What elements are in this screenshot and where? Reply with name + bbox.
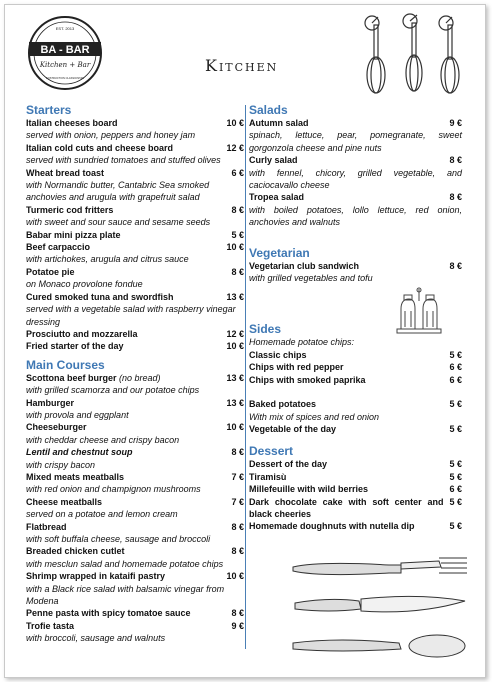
menu-item (26, 229, 244, 241)
cutlery-icon (289, 553, 471, 665)
menu-item-name: Curly salad (249, 155, 298, 166)
menu-item-name: Cured smoked tuna and swordfish (26, 291, 174, 302)
menu-item-name: Wheat bread toast (26, 167, 105, 178)
sides-list (249, 398, 462, 435)
menu-item-description: served on a potatoe and lemon cream (26, 509, 178, 520)
cruet-set-icon (393, 287, 445, 337)
vegetarian-list (249, 260, 462, 285)
menu-item (249, 423, 462, 435)
menu-item-name: Cheese meatballs (26, 496, 103, 507)
menu-item-price: 12 € (226, 328, 244, 339)
menu-item (26, 397, 244, 409)
menu-item-price: 8 € (231, 521, 244, 532)
menu-item (249, 260, 462, 272)
svg-text:BA - BAR: BA - BAR (40, 44, 90, 56)
menu-item (26, 241, 244, 253)
menu-item-price: 5 € (449, 471, 462, 482)
main-courses-list (26, 372, 244, 645)
menu-item (26, 607, 244, 619)
menu-item (26, 340, 244, 352)
menu-item-name: Dark chocolate cake with soft center and black cheeries (249, 496, 444, 519)
menu-item-name: Beef carpaccio (26, 242, 91, 253)
menu-item-price: 5 € (449, 521, 462, 532)
sides-intro: Homemade potatoe chips: (249, 337, 355, 348)
menu-item (249, 520, 462, 532)
menu-item-price: 5 € (449, 459, 462, 470)
menu-item (26, 471, 244, 483)
menu-item-description: with mesclun salad and homemade potatoe chips (26, 558, 224, 569)
menu-item-description: with a Black rice salad with balsamic vinegar from Modena (26, 583, 225, 607)
left-column (26, 103, 244, 645)
menu-item-name: Lentil and chestnut soup (26, 447, 133, 458)
menu-item (26, 117, 244, 129)
menu-item (26, 446, 244, 458)
menu-item-price: 8 € (449, 192, 462, 203)
menu-item-description: with broccoli, sausage and walnuts (26, 633, 166, 644)
menu-item-price: 9 € (231, 620, 244, 631)
dessert-list (249, 458, 462, 532)
menu-item-note: (no bread) (119, 372, 161, 383)
section-heading-dessert: Dessert (249, 444, 294, 459)
menu-page (4, 4, 486, 678)
menu-item-name: Vegetable of the day (249, 423, 337, 434)
menu-item-name: Potatoe pie (26, 266, 75, 277)
menu-item (249, 374, 462, 386)
menu-item-description: with Normandic butter, Cantabric Sea smoked anchovies and arugula with grapefruit salad (26, 180, 210, 203)
section-heading-starters: Starters (26, 103, 72, 117)
menu-item-name: Scottona beef burger (no bread) (26, 372, 161, 383)
menu-item-price: 6 € (449, 362, 462, 373)
menu-item-price: 6 € (449, 374, 462, 385)
section-heading-main-courses: Main Courses (26, 357, 105, 372)
menu-item-description: served with a vegetable salad with raspberry vinegar dressing (26, 304, 236, 327)
menu-item-name: Italian cheeses board (26, 118, 118, 128)
menu-item-price: 7 € (231, 471, 244, 482)
menu-item-description: spinach, lettuce, pear, pomegranate, sweet gorgonzola cheese and pine nuts (249, 130, 462, 153)
menu-item-name: Shrimp wrapped in kataifi pastry (26, 571, 166, 582)
menu-item-price: 10 € (226, 571, 244, 582)
menu-item-price: 5 € (231, 229, 244, 240)
column-divider (245, 105, 246, 649)
menu-item (249, 496, 462, 521)
menu-item (249, 361, 462, 373)
menu-item-price: 10 € (226, 242, 244, 253)
menu-item-price: 5 € (449, 349, 462, 360)
menu-item-price: 8 € (449, 155, 462, 166)
menu-item-description: with soft buffala cheese, sausage and broccoli (26, 534, 211, 544)
section-heading-vegetarian: Vegetarian (249, 245, 310, 260)
svg-text:EST. 2013: EST. 2013 (55, 26, 75, 31)
menu-item-name: Classic chips (249, 349, 307, 360)
menu-item-price: 10 € (226, 118, 244, 128)
menu-item-price: 5 € (449, 423, 462, 434)
egg-beater-icon (350, 11, 470, 95)
menu-item-name: Mixed meats meatballs (26, 471, 125, 482)
menu-item-name: Autumn salad (249, 118, 309, 128)
menu-item-description: with grilled vegetables and tofu (249, 273, 373, 284)
menu-item (26, 291, 244, 303)
menu-item (249, 471, 462, 483)
section-heading-salads: Salads (249, 103, 288, 117)
menu-item-description: on Monaco provolone fondue (26, 279, 143, 290)
svg-text:Kitchen + Bar: Kitchen + Bar (39, 61, 91, 69)
menu-item-price: 5 € (449, 496, 462, 507)
menu-item-name: Babar mini pizza plate (26, 229, 121, 240)
menu-item-name: Homemade doughnuts with nutella dip (249, 521, 415, 532)
menu-item (249, 483, 462, 495)
menu-item-price: 7 € (231, 496, 244, 507)
menu-item (26, 167, 244, 179)
menu-item-name: Cheeseburger (26, 422, 87, 433)
salads-list (249, 117, 462, 229)
menu-item-price: 8 € (231, 447, 244, 458)
menu-item-name: Penne pasta with spicy tomatoe sauce (26, 608, 191, 619)
menu-item-description: with boiled potatoes, lollo lettuce, red onion, anchovies and walnuts (249, 204, 462, 228)
menu-item-price: 13 € (226, 291, 244, 302)
menu-item-price: 6 € (231, 167, 244, 178)
menu-item (249, 349, 462, 361)
page-title: Kitchen (205, 56, 279, 75)
chips-list (249, 349, 462, 386)
menu-item (249, 154, 462, 166)
menu-item-description: with provola and eggplant (26, 409, 129, 420)
menu-item-price: 9 € (449, 118, 462, 128)
menu-item-price: 5 € (449, 399, 462, 410)
menu-item-description: with red onion and champignon mushrooms (26, 484, 201, 495)
menu-item-description: served with sundried tomatoes and stuffed olives (26, 155, 221, 166)
menu-item (26, 421, 244, 433)
menu-item (26, 266, 244, 278)
menu-item-price: 8 € (231, 266, 244, 277)
menu-item-price: 6 € (449, 484, 462, 495)
menu-item-name: Tropea salad (249, 192, 305, 203)
menu-item-description: with cheddar cheese and crispy bacon (26, 434, 180, 445)
menu-item-description: with fennel, chicory, grilled vegetable, and caciocavallo cheese (249, 167, 462, 191)
menu-item-name: Breaded chicken cutlet (26, 546, 125, 557)
menu-item-price: 10 € (226, 422, 244, 433)
menu-item-name: Millefeuille with wild berries (249, 484, 369, 495)
menu-item-price: 8 € (231, 546, 244, 557)
section-heading-sides: Sides (249, 322, 282, 337)
menu-item (26, 521, 244, 533)
svg-text:COSTRUCTION CLASSICISTAN: COSTRUCTION CLASSICISTAN (45, 77, 85, 80)
menu-item-name: Chips with red pepper (249, 362, 344, 373)
menu-item-name: Baked potatoes (249, 399, 317, 410)
menu-item-name: Flatbread (26, 521, 67, 532)
menu-item (26, 570, 244, 582)
menu-item (26, 142, 244, 154)
menu-item-price: 10 € (226, 341, 244, 352)
menu-item-description: with sweet and sour sauce and sesame seeds (26, 217, 211, 228)
menu-item-name: Hamburger (26, 397, 75, 408)
menu-item-name: Vegetarian club sandwich (249, 260, 360, 271)
menu-item-price: 8 € (449, 260, 462, 271)
menu-item-price: 8 € (231, 204, 244, 215)
menu-item-name: Chips with smoked paprika (249, 374, 366, 385)
menu-item (249, 117, 462, 129)
starters-list (26, 117, 244, 353)
menu-item-name: Fried starter of the day (26, 341, 124, 352)
menu-item (26, 204, 244, 216)
menu-item-description: With mix of spices and red onion (249, 411, 379, 422)
menu-item-description: with grilled scamorza and our potatoe chips (26, 385, 200, 396)
menu-item-description: served with onion, peppers and honey jam (26, 130, 196, 141)
menu-item-name: Trofie tasta (26, 620, 75, 631)
menu-item-description: with crispy bacon (26, 459, 96, 470)
menu-item-name: Italian cold cuts and cheese board (26, 142, 174, 153)
menu-item-price: 12 € (226, 142, 244, 153)
menu-item (26, 496, 244, 508)
menu-item-name: Dessert of the day (249, 459, 328, 470)
menu-item-name: Prosciutto and mozzarella (26, 328, 138, 339)
menu-item-price: 13 € (226, 372, 244, 383)
menu-item (26, 372, 244, 384)
menu-item (249, 191, 462, 203)
menu-item-name: Turmeric cod fritters (26, 204, 114, 215)
menu-item (249, 458, 462, 470)
ba-bar-logo (27, 15, 103, 91)
menu-item-name: Tiramisù (249, 471, 287, 482)
menu-item-price: 8 € (231, 608, 244, 619)
menu-item (26, 328, 244, 340)
menu-item (26, 620, 244, 632)
menu-item-description: with artichokes, arugula and citrus sauce (26, 254, 189, 265)
menu-item-price: 13 € (226, 397, 244, 408)
menu-item (249, 398, 462, 410)
menu-item (26, 545, 244, 557)
